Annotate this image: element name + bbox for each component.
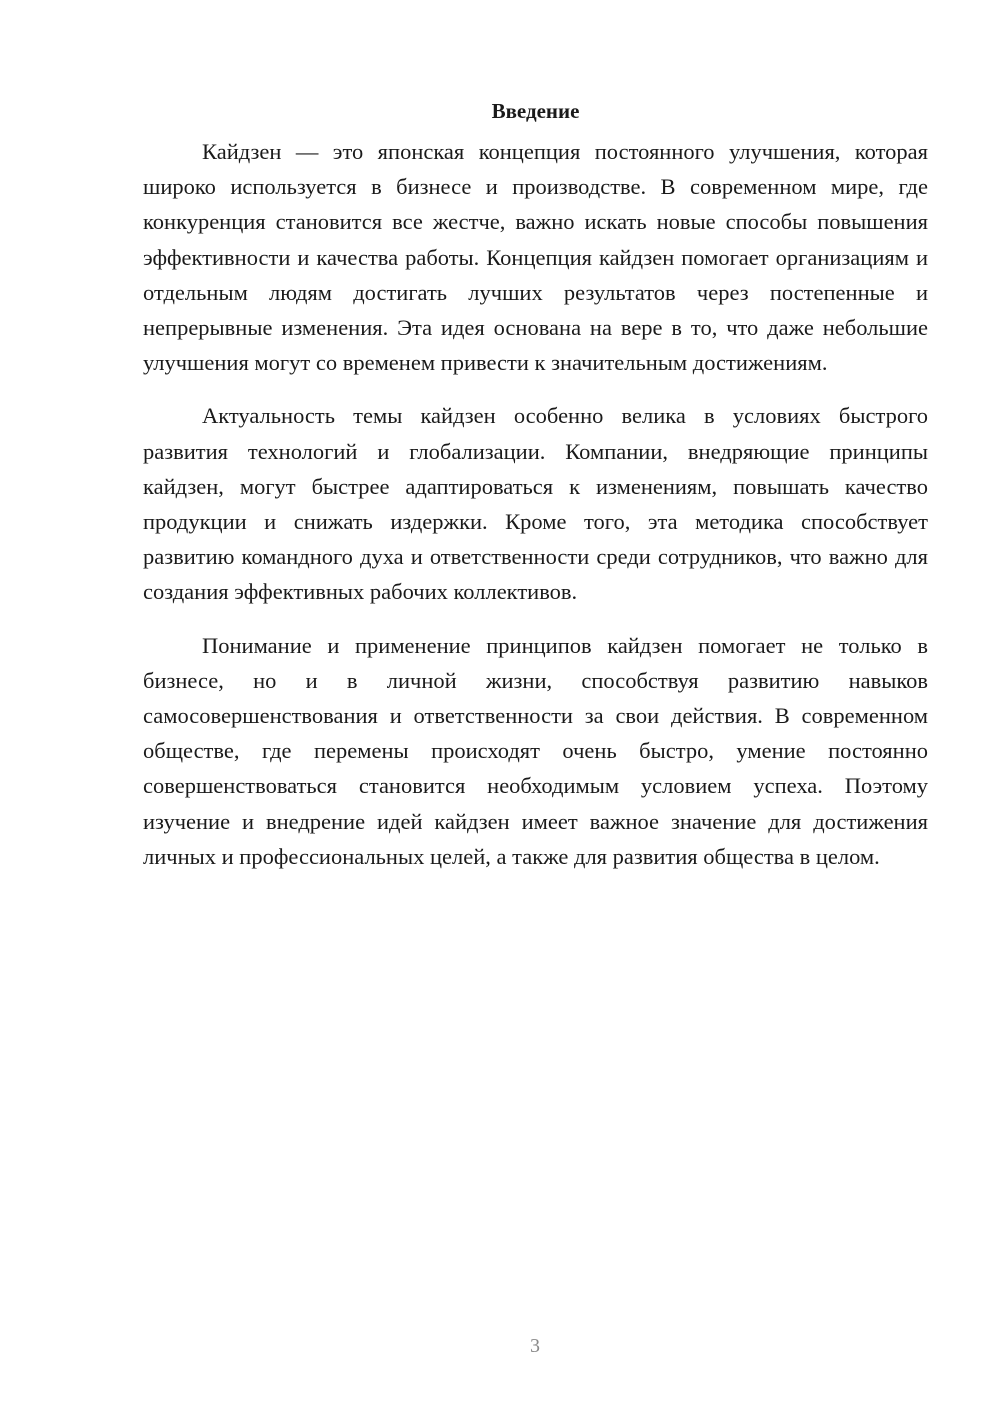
page-number: 3 xyxy=(530,1335,540,1357)
page-content xyxy=(143,96,928,892)
section-heading: Введение xyxy=(491,99,580,123)
paragraph-2: Актуальность темы кайдзен особенно велика в условиях быстрого развития технологий и глобализации. Компании, внедряющие принципы кайдзен, могут быстрее адаптироваться к изменениям, повышать качество продукции и снижать издержки. Кроме того, эта методика способствует развитию командного духа и ответственности среди сотрудников, что важно для создания эффективных рабочих коллективов. xyxy=(143,403,928,605)
paragraph-3: Понимание и применение принципов кайдзен помогает не только в бизнесе, но и в личной жизни, способствуя развитию навыков самосовершенствования и ответственности за свои действия. В современном обществе, где перемены происходят очень быстро, умение постоянно совершенствоваться становится необходимым условием успеха. Поэтому изучение и внедрение идей кайдзен имеет важное значение для достижения личных и профессиональных целей, а также для развития общества в целом. xyxy=(143,632,928,869)
paragraph-1: Кайдзен — это японская концепция постоянного улучшения, которая широко используется в бизнесе и производстве. В современном мире, где конкуренция становится все жестче, важно искать новые способы повышения эффективности и качества работы. Концепция кайдзен помогает организациям и отдельным людям достигать лучших результатов через постепенные и непрерывные изменения. Эта идея основана на вере в то, что даже небольшие улучшения могут со временем привести к значительным достижениям. xyxy=(143,139,928,376)
